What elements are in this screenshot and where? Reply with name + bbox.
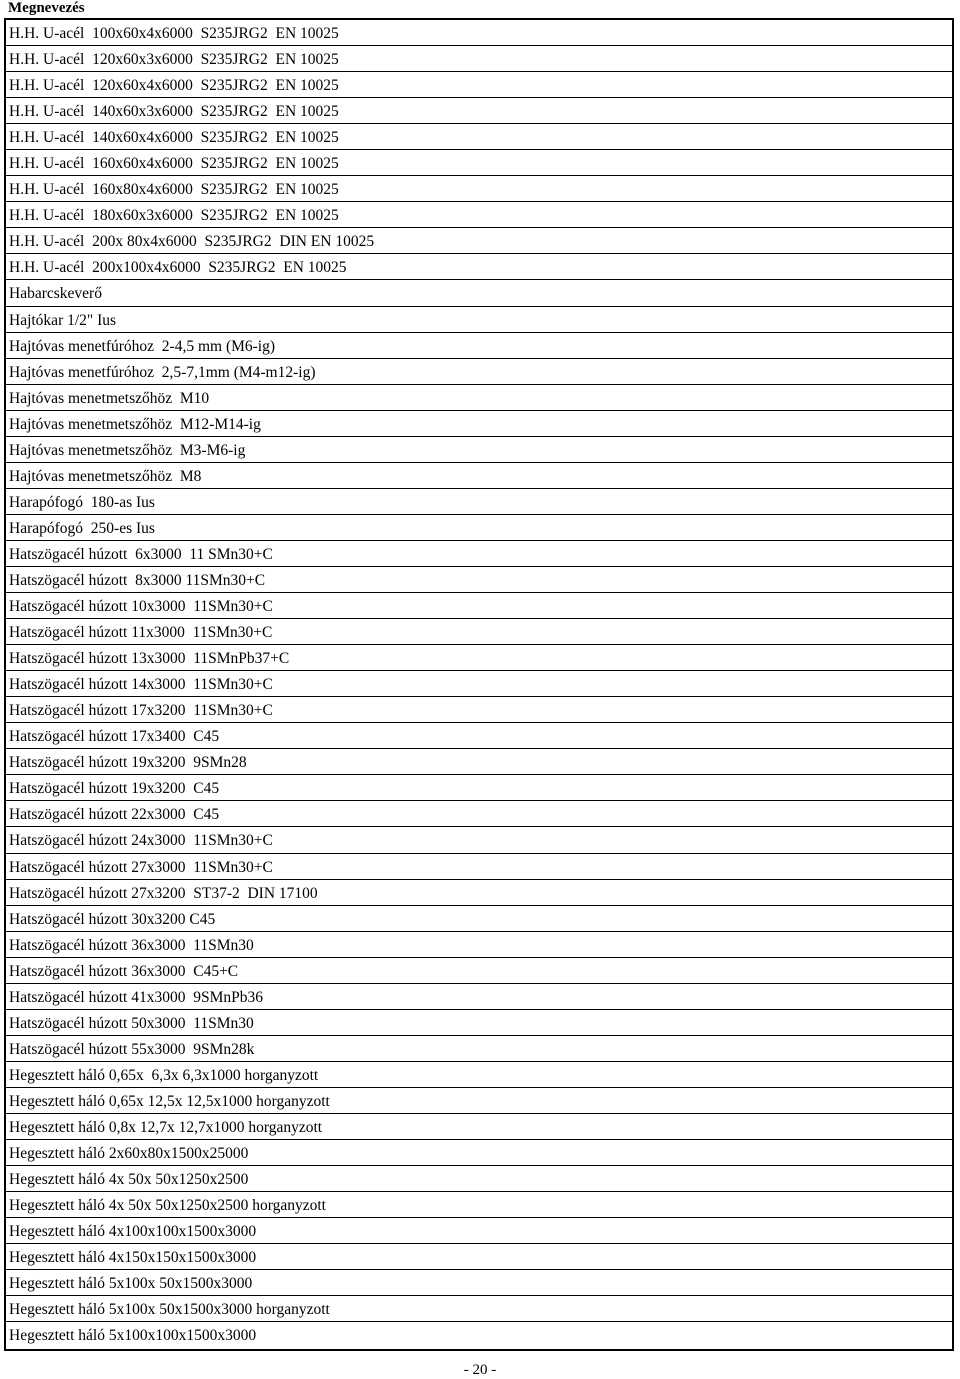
table-row: Hegesztett háló 4x100x100x1500x3000: [6, 1218, 952, 1244]
table-row: Hajtókar 1/2" Ius: [6, 307, 952, 333]
table-row: H.H. U-acél 140x60x4x6000 S235JRG2 EN 10025: [6, 124, 952, 150]
table-row: H.H. U-acél 120x60x4x6000 S235JRG2 EN 10025: [6, 72, 952, 98]
table-row: Hegesztett háló 5x100x 50x1500x3000: [6, 1270, 952, 1296]
table-row: Hatszögacél húzott 50x3000 11SMn30: [6, 1010, 952, 1036]
table-row: Hatszögacél húzott 10x3000 11SMn30+C: [6, 593, 952, 619]
table-row: Hatszögacél húzott 19x3200 C45: [6, 775, 952, 801]
table-row: Hatszögacél húzott 22x3000 C45: [6, 801, 952, 827]
table-row: Hatszögacél húzott 8x3000 11SMn30+C: [6, 567, 952, 593]
table-row: Hegesztett háló 2x60x80x1500x25000: [6, 1140, 952, 1166]
page-number: - 20 -: [463, 1362, 497, 1378]
table-row: H.H. U-acél 200x100x4x6000 S235JRG2 EN 10025: [6, 254, 952, 280]
table-row: Hatszögacél húzott 36x3000 C45+C: [6, 958, 952, 984]
table-row: H.H. U-acél 200x 80x4x6000 S235JRG2 DIN EN 10025: [6, 228, 952, 254]
table-row: Hegesztett háló 4x 50x 50x1250x2500: [6, 1166, 952, 1192]
table-row: Hatszögacél húzott 17x3400 C45: [6, 723, 952, 749]
table-row: H.H. U-acél 140x60x3x6000 S235JRG2 EN 10025: [6, 98, 952, 124]
table-row: Hegesztett háló 0,8x 12,7x 12,7x1000 horganyzott: [6, 1114, 952, 1140]
table-row: Hatszögacél húzott 14x3000 11SMn30+C: [6, 671, 952, 697]
table-row: H.H. U-acél 120x60x3x6000 S235JRG2 EN 10025: [6, 46, 952, 72]
table-row: Hatszögacél húzott 27x3200 ST37-2 DIN 17100: [6, 880, 952, 906]
table-row: Hatszögacél húzott 13x3000 11SMnPb37+C: [6, 645, 952, 671]
table-row: Hatszögacél húzott 27x3000 11SMn30+C: [6, 854, 952, 880]
table-row: Hegesztett háló 5x100x100x1500x3000: [9, 1327, 257, 1345]
product-table: [4, 18, 954, 1351]
table-row: H.H. U-acél 160x60x4x6000 S235JRG2 EN 10025: [6, 150, 952, 176]
column-header-megnevezes: Megnevezés: [8, 0, 85, 16]
table-row: Hegesztett háló 5x100x 50x1500x3000 horganyzott: [6, 1296, 952, 1322]
table-row: H.H. U-acél 180x60x3x6000 S235JRG2 EN 10025: [6, 202, 952, 228]
table-row: Hatszögacél húzott 55x3000 9SMn28k: [6, 1036, 952, 1062]
table-row: Hegesztett háló 0,65x 6,3x 6,3x1000 horganyzott: [6, 1062, 952, 1088]
table-row: Hatszögacél húzott 11x3000 11SMn30+C: [6, 619, 952, 645]
table-row: Hegesztett háló 0,65x 12,5x 12,5x1000 horganyzott: [6, 1088, 952, 1114]
table-row: Hatszögacél húzott 41x3000 9SMnPb36: [6, 984, 952, 1010]
table-row: H.H. U-acél 160x80x4x6000 S235JRG2 EN 10025: [6, 176, 952, 202]
table-row: Hatszögacél húzott 6x3000 11 SMn30+C: [6, 541, 952, 567]
table-row: Hegesztett háló 4x150x150x1500x3000: [6, 1244, 952, 1270]
table-row: Hajtóvas menetmetszőhöz M10: [6, 385, 952, 411]
table-row: H.H. U-acél 100x60x4x6000 S235JRG2 EN 10025: [6, 20, 952, 46]
table-row: Hajtóvas menetmetszőhöz M8: [6, 463, 952, 489]
table-row: Hegesztett háló 4x 50x 50x1250x2500 horganyzott: [6, 1192, 952, 1218]
table-row: Hatszögacél húzott 24x3000 11SMn30+C: [6, 827, 952, 853]
table-row: Hatszögacél húzott 36x3000 11SMn30: [6, 932, 952, 958]
table-row: Hajtóvas menetmetszőhöz M3-M6-ig: [6, 437, 952, 463]
table-row: Harapófogó 180-as Ius: [6, 489, 952, 515]
table-row: Habarcskeverő: [6, 280, 952, 306]
table-row: Harapófogó 250-es Ius: [6, 515, 952, 541]
table-row: Hatszögacél húzott 17x3200 11SMn30+C: [6, 697, 952, 723]
table-body: [6, 20, 952, 1348]
table-row: Hatszögacél húzott 19x3200 9SMn28: [6, 749, 952, 775]
table-row: Hajtóvas menetmetszőhöz M12-M14-ig: [6, 411, 952, 437]
table-row: Hatszögacél húzott 30x3200 C45: [6, 906, 952, 932]
table-row: Hajtóvas menetfúróhoz 2,5-7,1mm (M4-m12-ig): [6, 359, 952, 385]
table-row: Hajtóvas menetfúróhoz 2-4,5 mm (M6-ig): [6, 333, 952, 359]
